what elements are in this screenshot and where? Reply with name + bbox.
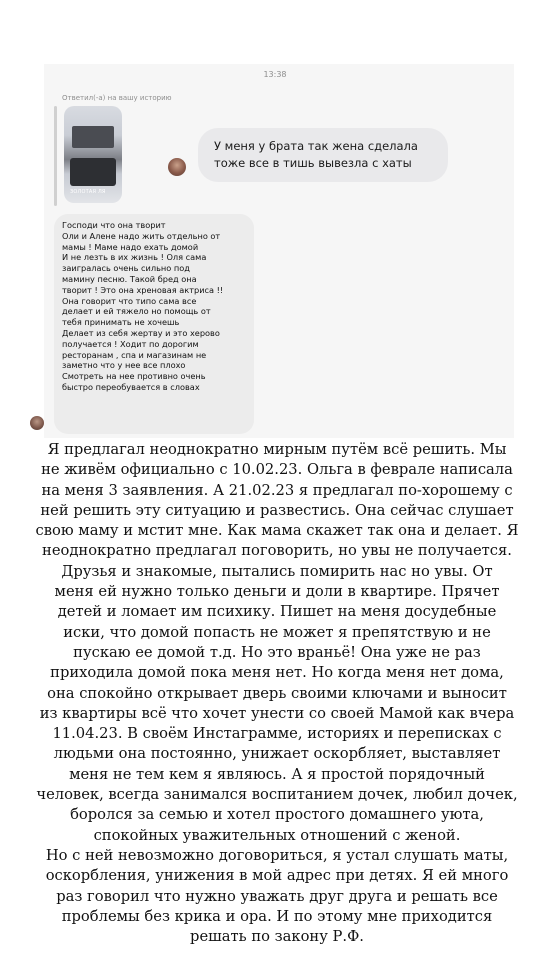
statement-line: людьми она постоянно, унижает оскорбляет, выставляет xyxy=(53,745,501,763)
message-line: Делает из себя жертву и это херово xyxy=(62,327,220,338)
message-sender-avatar[interactable] xyxy=(30,416,44,430)
statement-line: неоднократно предлагал поговорить, но увы не получается. xyxy=(42,542,512,560)
message-line: Она говорит что типо сама все xyxy=(62,295,197,306)
chat-timestamp: 13:38 xyxy=(263,70,287,79)
statement-line: из квартиры всё что хочет унести со своей Мамой как вчера xyxy=(39,704,515,722)
message-line: делает и ей тяжело но помощь от xyxy=(62,306,211,317)
statement-line: она спокойно открывает дверь своими ключами и выносит xyxy=(47,684,507,702)
reply-line: тоже все в тишь вывезла с хаты xyxy=(214,156,412,170)
statement-line: оскорбления, унижения в мой адрес при детях. Я ей много xyxy=(45,867,509,885)
statement-line: человек, всегда занимался воспитанием дочек, любил дочек, xyxy=(36,786,518,804)
statement-line: 11.04.23. В своём Инстаграмме, историях и переписках с xyxy=(52,725,502,743)
message-line: ресторанам , спа и магазинам не xyxy=(62,349,207,360)
sender-avatar[interactable] xyxy=(168,158,186,176)
statement-line: детей и ломает им психику. Пишет на меня досудебные xyxy=(57,603,497,621)
statement-line: иски, что домой попасть не может я препятствую и не xyxy=(63,623,491,641)
message-line: заметно что у нее все плохо xyxy=(62,360,186,371)
story-image-object xyxy=(72,126,114,148)
statement-line: ней решить эту ситуацию и развестись. Она сейчас слушает xyxy=(40,501,514,519)
statement-line: Друзья и знакомые, пытались помирить нас но увы. От xyxy=(61,562,493,580)
statement-line: на меня 3 заявления. А 21.02.23 я предлагал по-хорошему с xyxy=(41,481,513,499)
message-line: Оли и Алене надо жить отдельно от xyxy=(62,230,221,241)
received-message-bubble[interactable] xyxy=(54,214,254,434)
message-text xyxy=(62,220,252,393)
reply-line: У меня у брата так жена сделала xyxy=(214,139,418,153)
message-line: тебя принимать не хочешь xyxy=(62,317,180,328)
statement-line: приходила домой пока меня нет. Но когда меня нет дома, xyxy=(50,664,504,682)
statement-line: Но с ней невозможно договориться, я устал слушать маты, xyxy=(45,846,509,864)
statement-line: свою маму и мстит мне. Как мама скажет так она и делает. Я xyxy=(35,522,519,540)
reply-message-bubble[interactable] xyxy=(198,128,448,182)
statement-line: не живём официально с 10.02.23. Ольга в феврале написала xyxy=(41,461,513,479)
reply-quote-bar xyxy=(54,106,57,206)
message-line: заигралась очень сильно под xyxy=(62,263,190,274)
statement-line: спокойных уважительных отношений с женой. xyxy=(93,826,461,844)
statement-line: раз говорил что нужно уважать друг друга и решать все xyxy=(56,887,498,905)
message-line: Смотреть на нее противно очень xyxy=(62,371,206,382)
message-line: творит ! Это она хреновая актриса !! xyxy=(62,284,224,295)
story-thumbnail[interactable] xyxy=(64,106,122,203)
statement-line: решать по закону Р.Ф. xyxy=(190,928,364,946)
message-line: получается ! Ходит по дорогим xyxy=(62,338,199,349)
message-line: быстро переобувается в словах xyxy=(62,381,200,392)
statement-text xyxy=(12,440,542,947)
statement-line: меня не тем кем я являюсь. А я простой порядочный xyxy=(69,765,485,783)
replied-to-story-label: Ответил(-а) на вашу историю xyxy=(62,94,172,102)
message-line: Господи что она творит xyxy=(62,220,166,230)
statement-line: Я предлагал неоднократно мирным путём всё решить. Мы xyxy=(47,441,507,458)
message-line: мамы ! Маме надо ехать домой xyxy=(62,241,199,252)
story-caption: ЗОЛОТАЯ ЛЯ xyxy=(70,189,106,195)
statement-line: меня ей нужно только деньги и доли в квартире. Прячет xyxy=(54,583,500,601)
statement-line: пускаю ее домой т.д. Но это враньё! Она уже не раз xyxy=(73,643,481,661)
message-line: мамину песню. Такой бред она xyxy=(62,273,197,284)
statement-line: проблемы без крика и ора. И по этому мне приходится xyxy=(61,907,493,925)
story-image-band xyxy=(70,158,116,186)
message-line: И не лезть в их жизнь ! Оля сама xyxy=(62,252,207,263)
statement-line: боролся за семью и хотел простого домашнего уюта, xyxy=(70,806,484,824)
